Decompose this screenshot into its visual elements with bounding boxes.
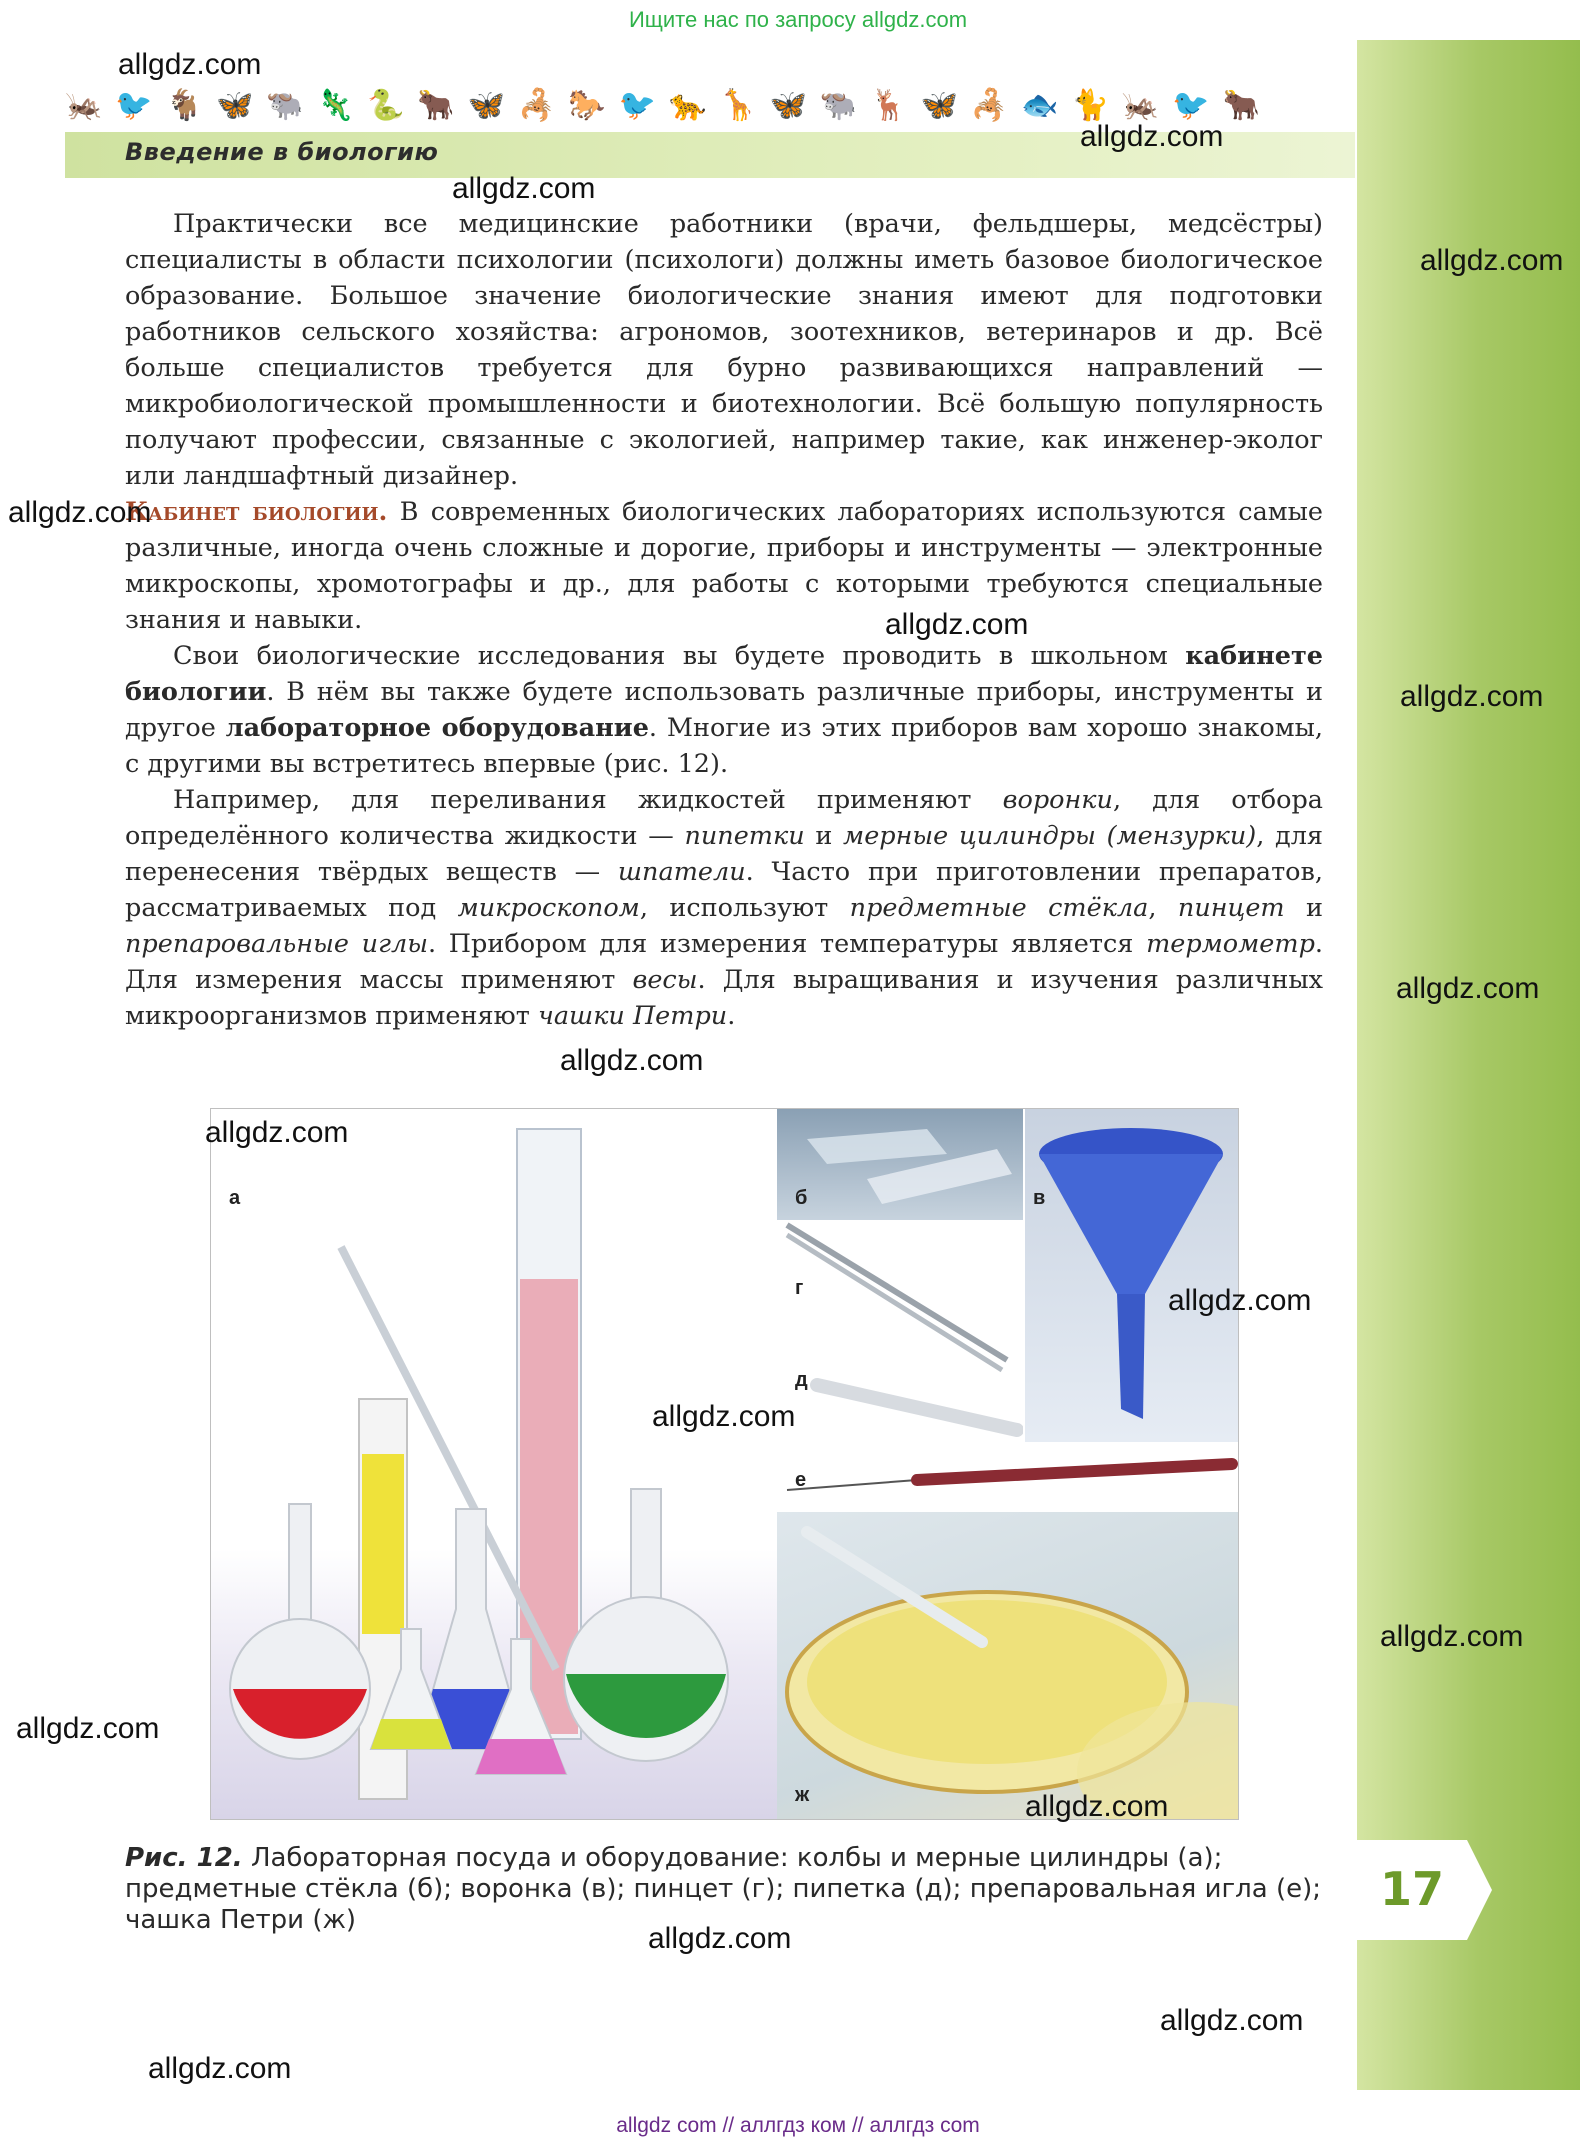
- label-b: б: [795, 1187, 808, 1209]
- green-side-strip: [1357, 40, 1580, 2090]
- page-number: 17: [1380, 1862, 1445, 1916]
- text-run: Свои биологические исследования вы будете проводить в школьном: [173, 641, 1186, 671]
- paragraph-school-lab: [125, 638, 1323, 782]
- watermark: allgdz.com: [1400, 680, 1544, 713]
- glass-slide-1: [807, 1129, 947, 1164]
- italic-term: пинцет: [1177, 893, 1285, 923]
- tools-illustration: [777, 1220, 1023, 1442]
- kabinet-heading: Кабинет биологии.: [125, 497, 388, 527]
- section-title: Введение в биологию: [125, 138, 439, 166]
- funnel-cone: [1039, 1154, 1223, 1294]
- needle-illustration: [777, 1442, 1238, 1512]
- watermark: allgdz.com: [560, 1044, 704, 1077]
- label-d: д: [795, 1369, 808, 1391]
- italic-term: весы: [632, 965, 698, 995]
- text-run: , используют: [639, 893, 850, 923]
- italic-term: предметные стёкла: [849, 893, 1149, 923]
- italic-term: термометр: [1146, 929, 1315, 959]
- watermark: allgdz.com: [118, 48, 262, 81]
- tweezers-arm: [787, 1235, 1002, 1370]
- petri-dish-photo: [777, 1512, 1238, 1819]
- text-run: ,: [1148, 893, 1178, 923]
- text-run: . Многие из этих приборов вам хорошо знакомы, с другими вы встретитесь впервые (рис. 12).: [125, 713, 1324, 779]
- funnel-stem: [1117, 1294, 1145, 1419]
- red-flask-neck: [289, 1504, 311, 1634]
- flasks-illustration: [211, 1109, 777, 1819]
- watermark: allgdz.com: [652, 1400, 796, 1433]
- italic-term: пипетки: [684, 821, 805, 851]
- italic-term: препаровальные иглы: [125, 929, 428, 959]
- petri-illustration: [777, 1512, 1238, 1819]
- text-run: . Часто при приготовлении препаратов, рассматриваемых под: [125, 857, 1323, 923]
- cylinder-yellow-liquid: [362, 1454, 404, 1634]
- italic-term: чашки Петри: [537, 1001, 728, 1031]
- watermark: allgdz.com: [1080, 120, 1224, 153]
- needle-tip: [787, 1480, 917, 1490]
- flasks-and-cylinders-photo: [211, 1109, 777, 1819]
- text-run: Например, для переливания жидкостей применяют: [173, 785, 1003, 815]
- text-run: , для отбора определённого количества жидкости —: [125, 785, 1323, 851]
- watermark: allgdz.com: [648, 1922, 792, 1955]
- watermark: allgdz.com: [885, 608, 1029, 641]
- label-v: в: [1033, 1187, 1046, 1209]
- dissecting-needle-photo: [777, 1442, 1238, 1512]
- watermark: allgdz.com: [148, 2052, 292, 2085]
- text-run: . В нём вы также будете использовать различные приборы, инструменты и другое: [125, 677, 1323, 743]
- top-banner: Ищите нас по запросу allgdz.com: [628, 7, 968, 32]
- text-run: , для перенесения твёрдых веществ —: [125, 821, 1323, 887]
- kabinet-text: В современных биологических лабораториях используются самые различные, иногда очень сложные и дорогие, приборы и инструменты — электронные микроскопы, хромотографы и др., для работы с которыми требуются специальные знания и навыки.: [125, 497, 1323, 635]
- text-run: . Прибором для измерения температуры является: [427, 929, 1147, 959]
- text-run: .: [727, 1001, 736, 1031]
- funnel-photo: [1025, 1109, 1238, 1442]
- pink-erlenmeyer-liquid: [476, 1739, 566, 1774]
- tweezers-pipette-photo: [777, 1220, 1023, 1442]
- microscope-slides-photo: [777, 1109, 1023, 1220]
- dissecting-needle-icon: [917, 1464, 1232, 1480]
- bold-term: кабинете биологии: [125, 641, 1323, 707]
- funnel-illustration: [1025, 1109, 1238, 1442]
- text-run: . Для измерения массы применяют: [125, 929, 1323, 995]
- text-run: и: [804, 821, 844, 851]
- small-erlenmeyer-liquid: [371, 1719, 451, 1749]
- watermark: allgdz.com: [1025, 1790, 1169, 1823]
- bold-term: лабораторное оборудование: [225, 713, 649, 743]
- pipette-icon: [817, 1385, 1017, 1430]
- caption-text: Лабораторная посуда и оборудование: колбы и мерные цилиндры (а); предметные стёкла (б); воронка (в); пинцет (г); пипетка (д); препаровальная игла (е); чашка Петри (ж): [125, 1843, 1321, 1935]
- watermark: allgdz.com: [1168, 1284, 1312, 1317]
- figure-12: [210, 1108, 1239, 1820]
- slides-illustration: [777, 1109, 1023, 1220]
- text-run: . Для выращивания и изучения различных микроорганизмов применяют: [125, 965, 1323, 1031]
- animal-silhouettes-icon: 🦗 🐦 🐐 🦋 🐃 🦎 🐍 🐂 🦋 🦂 🐎 🐦 🐆 🦒 🦋 🐃 🦌 🦋 🦂 🐟 🐈 🦗 🐦 🐂: [65, 89, 1260, 122]
- paragraph-equipment: [125, 782, 1323, 1034]
- watermark: allgdz.com: [205, 1116, 349, 1149]
- label-g: г: [795, 1277, 804, 1299]
- label-a: а: [229, 1187, 241, 1209]
- italic-term: шпатели: [617, 857, 746, 887]
- watermark: allgdz.com: [1380, 1620, 1524, 1653]
- footer-links[interactable]: allgdz com // аллгдз ком // аллгдз com: [616, 2114, 980, 2137]
- italic-term: мерные цилиндры (мензурки): [843, 821, 1257, 851]
- italic-term: воронки: [1002, 785, 1113, 815]
- green-flask-neck: [631, 1489, 661, 1599]
- caption-number: Рис. 12.: [125, 1843, 243, 1873]
- tweezers-icon: [787, 1225, 1007, 1360]
- label-zh: ж: [795, 1784, 810, 1806]
- label-e: е: [795, 1469, 807, 1491]
- watermark: allgdz.com: [1160, 2004, 1304, 2037]
- watermark: allgdz.com: [452, 172, 596, 205]
- body-text: [125, 206, 1323, 1034]
- watermark: allgdz.com: [1420, 244, 1564, 277]
- watermark: allgdz.com: [1396, 972, 1540, 1005]
- watermark: allgdz.com: [8, 496, 152, 529]
- watermark: allgdz.com: [16, 1712, 160, 1745]
- text-run: и: [1284, 893, 1324, 923]
- paragraph-kabinet: [125, 494, 1323, 638]
- paragraph-professions: Практически все медицинские работники (врачи, фельдшеры, медсёстры) специалисты в области психологии (психологи) должны иметь базовое биологическое образование. Большое значение биологические знания имеют для подготовки работников сельского хозяйства: агрономов, зоотехников, ветеринаров и др. Всё больше специалистов требуется для бурно развивающихся направлений — микробиологической промышленности и биотехнологии. Всё большую популярность получают профессии, связанные с экологией, например такие, как инженер-эколог или ландшафтный дизайнер.: [125, 209, 1323, 491]
- italic-term: микроскопом: [457, 893, 640, 923]
